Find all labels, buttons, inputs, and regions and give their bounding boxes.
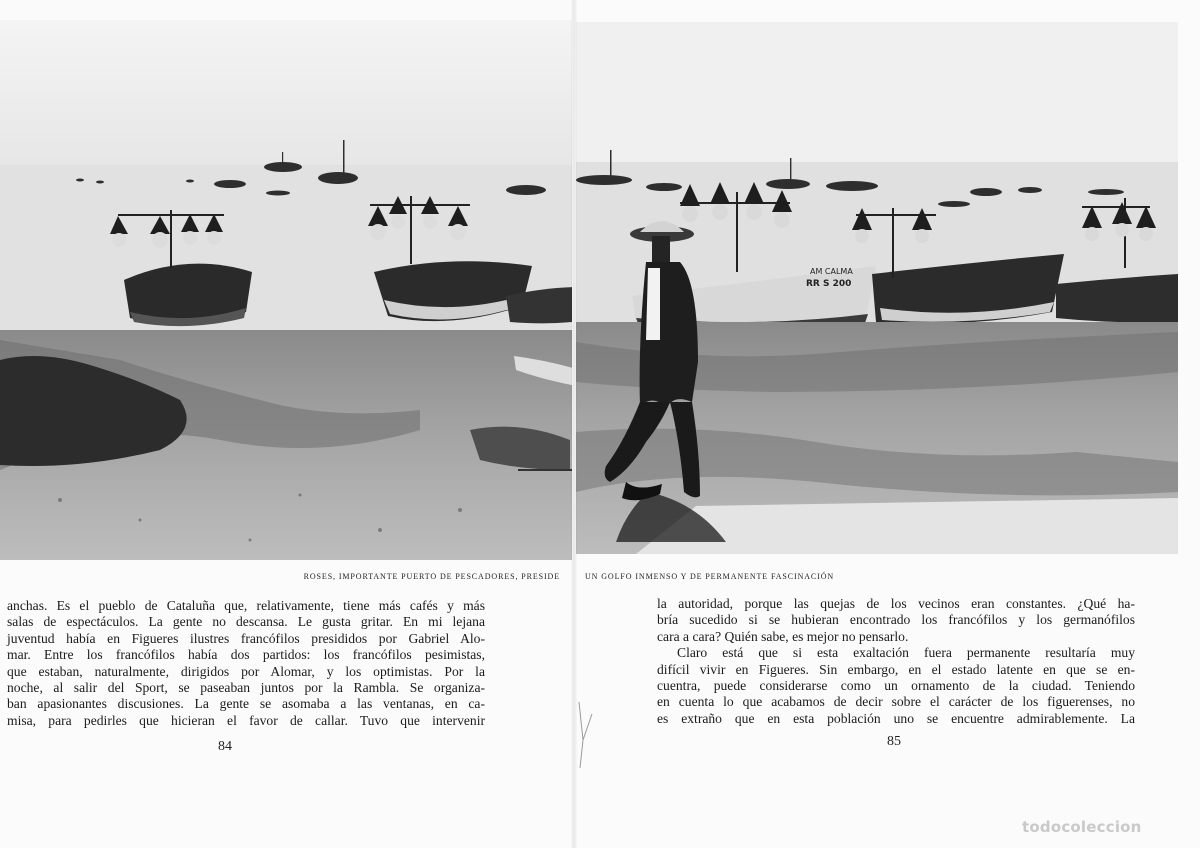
- text-line: la autoridad, porque las quejas de los vecinos eran constantes. ¿Qué ha-: [657, 596, 1135, 611]
- text-line: difícil vivir en Figueres. Sin embargo, en el estado latente en que se en-: [657, 661, 1135, 677]
- text-line: que estaban, naturalmente, dirigidos por Alomar, y los optimistas. Por la: [7, 663, 485, 679]
- left-page-text: [7, 598, 485, 729]
- page-number-left: 84: [218, 739, 232, 754]
- text-line: ban apasionantes discusiones. La gente se asomaba a las ventanas, en ca-: [7, 696, 485, 712]
- page-number-right: 85: [887, 734, 901, 749]
- boat-name-text: AM CALMA: [810, 267, 853, 276]
- text-line: bría sucedido si se hubieran encontrado los francófilos y los germanófilos: [657, 612, 1135, 628]
- text-line: mar. Entre los francófilos había dos partidos: los francófilos pesimistas,: [7, 647, 485, 663]
- watermark-logo: todocoleccion: [1022, 818, 1142, 836]
- text-line: misa, para pedirles que hicieran el favor de callar. Tuvo que intervenir: [7, 712, 485, 728]
- photo-left-half: [0, 0, 572, 560]
- text-line: juventud había en Figueres ilustres francófilos presididos por Gabriel Alo-: [7, 630, 485, 646]
- text-line: en cuenta lo que acabamos de decir sobre el carácter de los figuerenses, no: [657, 694, 1135, 710]
- boat-registration-text: RR S 200: [806, 279, 852, 289]
- text-line: Claro está que si esta exaltación fuera permanente resultaría muy: [677, 645, 1135, 661]
- beach-photo-right: [576, 22, 1178, 554]
- beach-photo-left: [0, 0, 572, 560]
- text-line: cara a cara? Quién sabe, es mejor no pensarlo.: [657, 628, 909, 644]
- text-line: noche, al salir del Sport, se paseaban juntos por la Rambla. Se organiza-: [7, 680, 485, 696]
- photo-right-half: [576, 22, 1178, 554]
- text-line: anchas. Es el pueblo de Cataluña que, relativamente, tiene más cafés y más: [7, 598, 485, 613]
- text-line: es extraño que en esta población uno se encuentre admirablemente. La: [657, 710, 1135, 726]
- photo-caption-left: ROSES, IMPORTANTE PUERTO DE PESCADORES, PRESIDE: [303, 572, 560, 581]
- text-line: cuentra, puede considerarse como un ornamento de la ciudad. Teniendo: [657, 678, 1135, 694]
- paper-crease: [577, 700, 595, 770]
- right-page-text: [657, 596, 1135, 727]
- text-line: salas de espectáculos. La gente no descansa. Le gusta gritar. En mi lejana: [7, 614, 485, 630]
- photo-caption-right: UN GOLFO INMENSO Y DE PERMANENTE FASCINACIÓN: [585, 572, 835, 581]
